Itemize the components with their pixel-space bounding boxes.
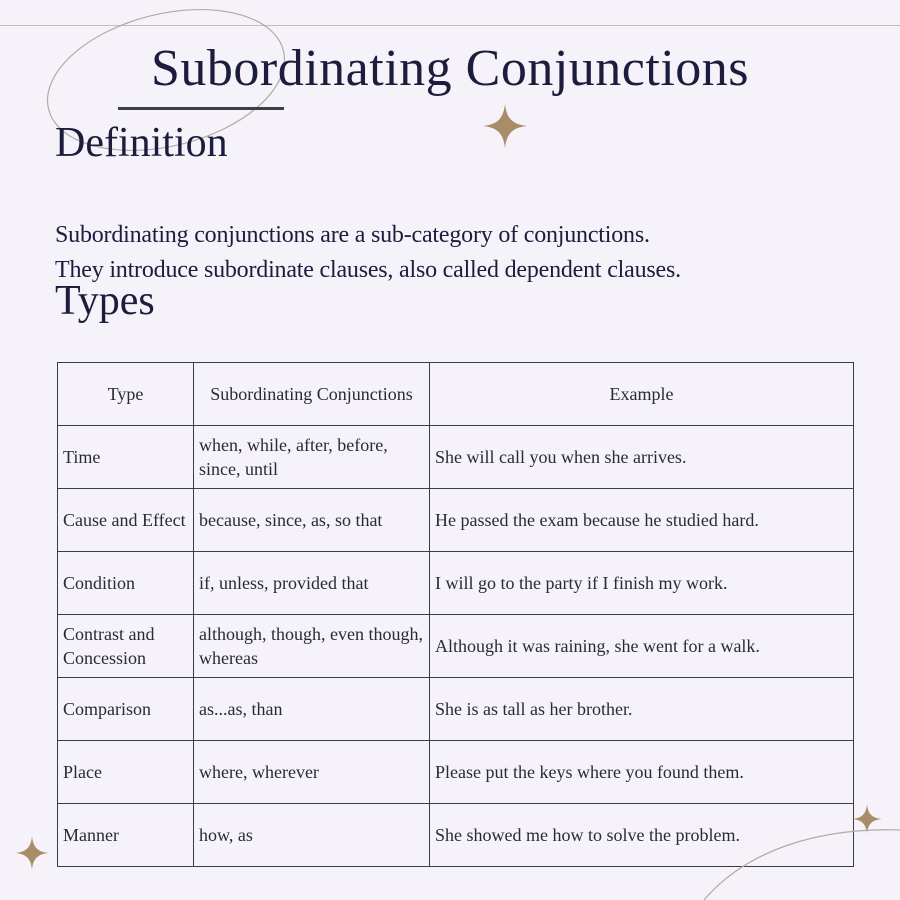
conjunctions-cell: as...as, than [194,678,430,741]
header-cell-conjunctions: Subordinating Conjunctions [194,363,430,426]
conjunctions-cell: although, though, even though, whereas [194,615,430,678]
type-cell: Comparison [58,678,194,741]
conjunctions-cell: when, while, after, before, since, until [194,426,430,489]
conjunctions-cell: if, unless, provided that [194,552,430,615]
type-cell: Cause and Effect [58,489,194,552]
types-table-body [58,426,854,867]
table-row [58,426,854,489]
title-underline [118,107,284,110]
page-title: Subordinating Conjunctions [151,40,749,97]
example-cell: She showed me how to solve the problem. [430,804,854,867]
type-cell: Contrast and Concession [58,615,194,678]
conjunctions-cell: where, wherever [194,741,430,804]
header-cell-type: Type [58,363,194,426]
types-table [57,362,854,867]
type-cell: Time [58,426,194,489]
conjunctions-cell: because, since, as, so that [194,489,430,552]
table-row [58,489,854,552]
example-cell: Although it was raining, she went for a walk. [430,615,854,678]
type-cell: Condition [58,552,194,615]
sparkle-icon [851,801,883,837]
example-cell: She is as tall as her brother. [430,678,854,741]
types-heading: Types [55,278,155,324]
sparkle-icon [14,832,50,874]
type-cell: Place [58,741,194,804]
type-cell: Manner [58,804,194,867]
top-divider-line [0,25,900,26]
example-cell: I will go to the party if I finish my work. [430,552,854,615]
definition-line-2: They introduce subordinate clauses, also called dependent clauses. [55,257,681,283]
definition-text [55,218,855,288]
example-cell: He passed the exam because he studied hard. [430,489,854,552]
table-row [58,552,854,615]
definition-line-1: Subordinating conjunctions are a sub-category of conjunctions. [55,222,650,248]
conjunctions-cell: how, as [194,804,430,867]
page-header [0,40,900,97]
table-row [58,804,854,867]
sparkle-icon [481,100,529,152]
header-cell-example: Example [430,363,854,426]
table-row [58,678,854,741]
header-row [58,363,854,426]
example-cell: Please put the keys where you found them. [430,741,854,804]
definition-heading: Definition [55,120,228,166]
types-table-header [58,363,854,426]
example-cell: She will call you when she arrives. [430,426,854,489]
table-row [58,615,854,678]
table-row [58,741,854,804]
